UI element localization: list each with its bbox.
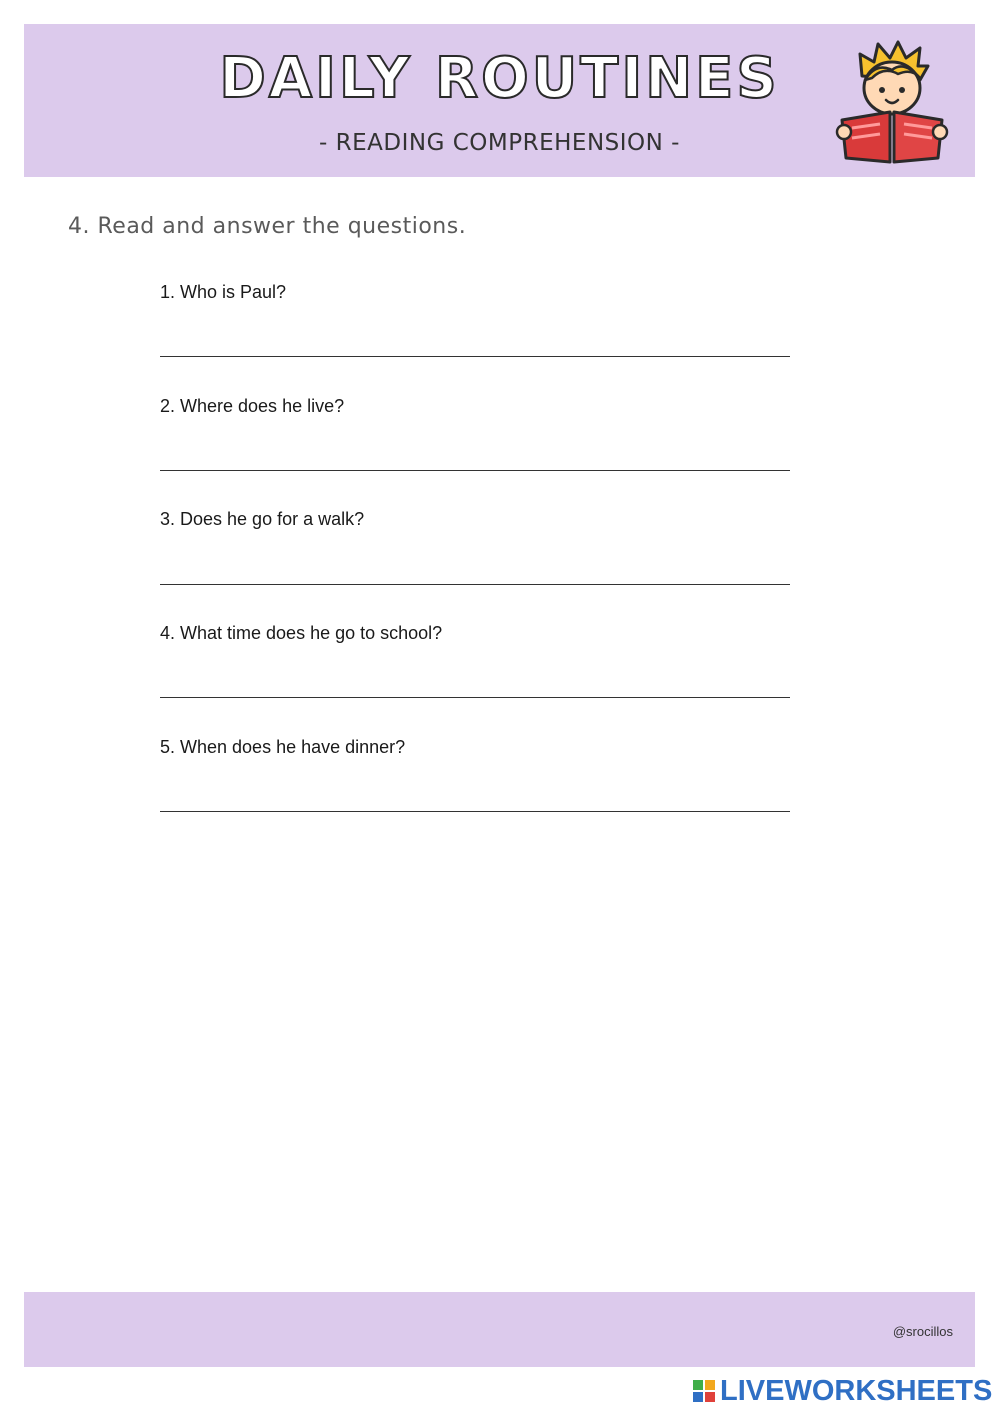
boy-reading-book-icon	[832, 36, 952, 166]
question-1: 1. Who is Paul?	[160, 282, 287, 302]
question-5: 5. When does he have dinner?	[160, 737, 406, 757]
liveworksheets-watermark	[692, 1374, 992, 1408]
answer-line-3[interactable]	[160, 584, 790, 585]
answer-line-1[interactable]	[160, 356, 790, 357]
liveworksheets-brand: LIVEWORKSHEETS	[720, 1374, 993, 1407]
worksheet-title: DAILY ROUTINES	[219, 46, 780, 111]
question-4: 4. What time does he go to school?	[160, 623, 443, 643]
footer-banner	[24, 1292, 975, 1367]
author-credit: @srocillos	[892, 1324, 953, 1339]
worksheet-subtitle: - READING COMPREHENSION -	[319, 130, 680, 156]
exercise-instruction: 4. Read and answer the questions.	[68, 214, 467, 239]
question-2: 2. Where does he live?	[160, 396, 345, 416]
answer-line-2[interactable]	[160, 470, 790, 471]
answer-line-4[interactable]	[160, 697, 790, 698]
question-3: 3. Does he go for a walk?	[160, 509, 365, 529]
header-banner	[24, 24, 975, 177]
liveworksheets-logo-icon	[692, 1379, 716, 1403]
answer-line-5[interactable]	[160, 811, 790, 812]
